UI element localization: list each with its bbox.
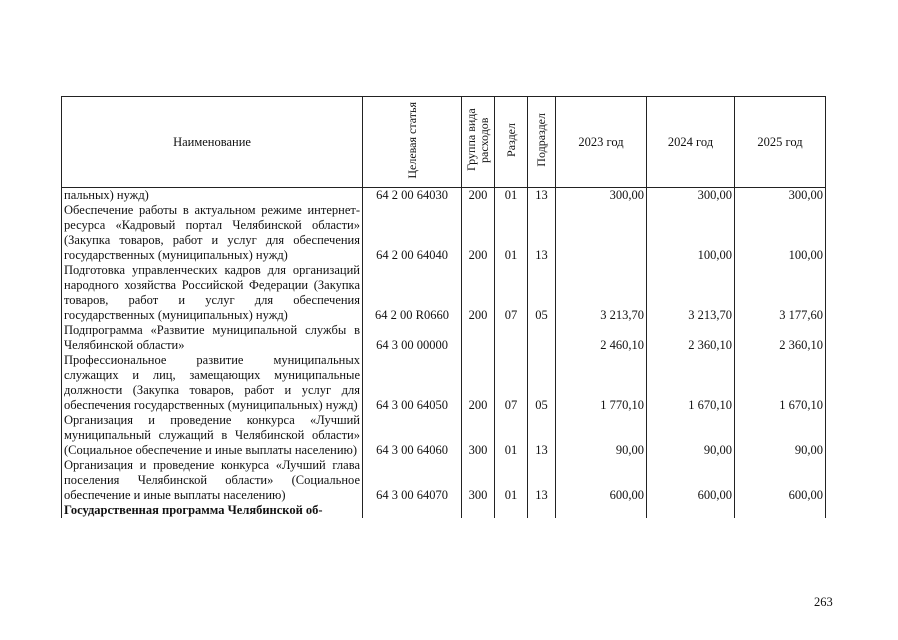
cell-y2023: 1 770,10 (556, 353, 647, 413)
cell-target: 64 3 00 00000 (363, 323, 462, 353)
cell-y2025: 2 360,10 (735, 323, 826, 353)
cell-target: 64 3 00 64050 (363, 353, 462, 413)
cell-name: Обеспечение работы в актуальном режиме интернет-ресурса «Кадровый портал Челябинской области» (Закупка товаров, работ и услуг для обеспечения государственных (муниципальных) нужд) (62, 203, 363, 263)
cell-group: 200 (462, 188, 495, 204)
cell-target (363, 503, 462, 518)
header-year-2023: 2023 год (556, 97, 647, 188)
cell-y2024: 90,00 (647, 413, 735, 458)
header-section: Раздел (495, 97, 528, 188)
cell-name: Организация и проведение конкурса «Лучший глава поселения Челябинской области» (Социальное обеспечение и иные выплаты населению) (62, 458, 363, 503)
cell-name: Организация и проведение конкурса «Лучший муниципальный служащий в Челябинской области» (Социальное обеспечение и иные выплаты населению) (62, 413, 363, 458)
header-name: Наименование (62, 97, 363, 188)
cell-group (462, 503, 495, 518)
header-year-2024: 2024 год (647, 97, 735, 188)
cell-target: 64 3 00 64060 (363, 413, 462, 458)
cell-group (462, 323, 495, 353)
cell-group: 200 (462, 263, 495, 323)
table-row (62, 458, 826, 503)
cell-section: 01 (495, 203, 528, 263)
header-year-2025: 2025 год (735, 97, 826, 188)
cell-group: 300 (462, 458, 495, 503)
table-row (62, 323, 826, 353)
cell-group: 200 (462, 353, 495, 413)
cell-y2023: 3 213,70 (556, 263, 647, 323)
cell-target: 64 3 00 64070 (363, 458, 462, 503)
cell-subsection: 05 (528, 353, 556, 413)
cell-subsection: 05 (528, 263, 556, 323)
table-row (62, 413, 826, 458)
cell-y2023: 600,00 (556, 458, 647, 503)
cell-section: 07 (495, 263, 528, 323)
cell-y2023: 300,00 (556, 188, 647, 204)
header-target-article: Целевая статья (363, 97, 462, 188)
table-header-row (62, 97, 826, 188)
cell-y2025 (735, 503, 826, 518)
cell-y2024: 600,00 (647, 458, 735, 503)
table-row (62, 203, 826, 263)
cell-y2025: 100,00 (735, 203, 826, 263)
table-row (62, 503, 826, 518)
page-number: 263 (814, 595, 833, 609)
cell-name: Профессиональное развитие муниципальных служащих и лиц, замещающих муниципальные должности (Закупка товаров, работ и услуг для обеспечения государственных (муниципальных) нужд) (62, 353, 363, 413)
cell-y2023 (556, 503, 647, 518)
cell-target: 64 2 00 64040 (363, 203, 462, 263)
cell-section (495, 503, 528, 518)
cell-subsection (528, 323, 556, 353)
cell-name: пальных) нужд) (62, 188, 363, 204)
cell-y2024: 3 213,70 (647, 263, 735, 323)
cell-y2025: 90,00 (735, 413, 826, 458)
cell-y2023 (556, 203, 647, 263)
table-row (62, 263, 826, 323)
cell-name: Государственная программа Челябинской об- (62, 503, 363, 518)
cell-y2024 (647, 503, 735, 518)
cell-subsection: 13 (528, 203, 556, 263)
cell-y2024: 2 360,10 (647, 323, 735, 353)
table-row (62, 188, 826, 204)
table-row (62, 353, 826, 413)
cell-y2025: 1 670,10 (735, 353, 826, 413)
cell-y2023: 90,00 (556, 413, 647, 458)
cell-target: 64 2 00 64030 (363, 188, 462, 204)
cell-section: 01 (495, 188, 528, 204)
cell-subsection (528, 503, 556, 518)
cell-y2025: 600,00 (735, 458, 826, 503)
cell-group: 200 (462, 203, 495, 263)
header-subsection: Подраздел (528, 97, 556, 188)
cell-section: 01 (495, 458, 528, 503)
cell-section: 01 (495, 413, 528, 458)
cell-y2024: 300,00 (647, 188, 735, 204)
cell-y2025: 3 177,60 (735, 263, 826, 323)
budget-table (61, 96, 826, 518)
cell-name: Подготовка управленческих кадров для организаций народного хозяйства Российской Федерации (Закупка товаров, работ и услуг для обеспечения государственных (муниципальных) нужд) (62, 263, 363, 323)
cell-name: Подпрограмма «Развитие муниципальной службы в Челябинской области» (62, 323, 363, 353)
cell-section (495, 323, 528, 353)
cell-subsection: 13 (528, 458, 556, 503)
cell-y2024: 1 670,10 (647, 353, 735, 413)
cell-y2025: 300,00 (735, 188, 826, 204)
cell-y2023: 2 460,10 (556, 323, 647, 353)
cell-target: 64 2 00 R0660 (363, 263, 462, 323)
cell-y2024: 100,00 (647, 203, 735, 263)
header-expense-group: Группа вида расходов (462, 97, 495, 188)
cell-subsection: 13 (528, 413, 556, 458)
cell-section: 07 (495, 353, 528, 413)
cell-group: 300 (462, 413, 495, 458)
cell-subsection: 13 (528, 188, 556, 204)
